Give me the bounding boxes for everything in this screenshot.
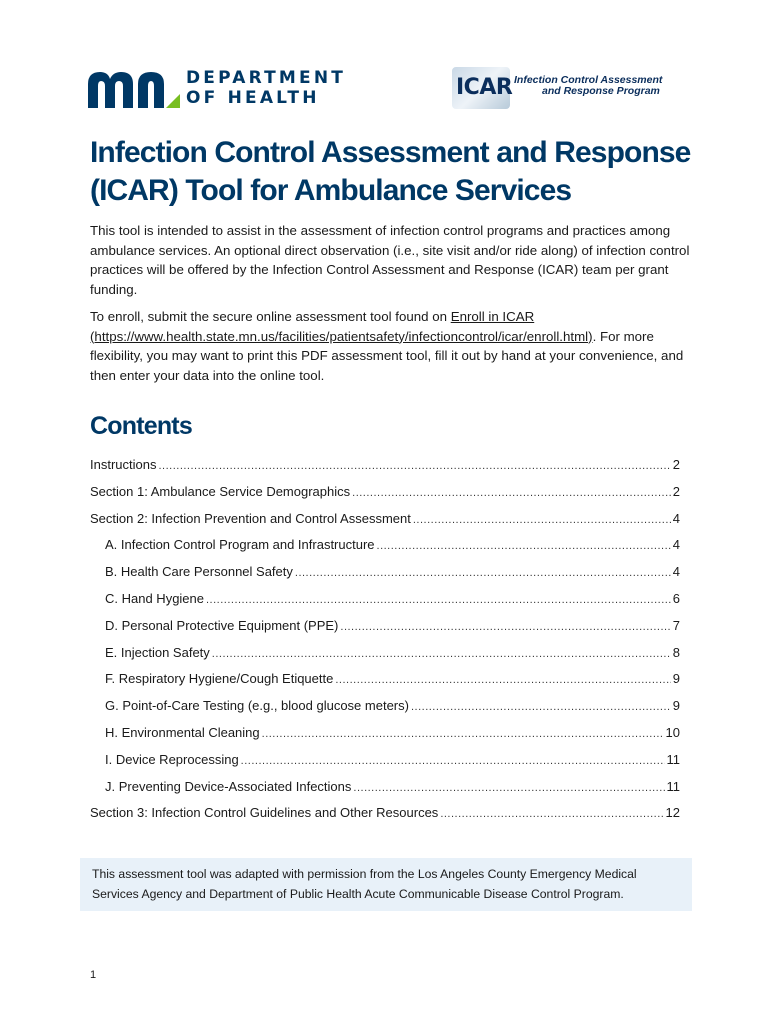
toc-entry-2g[interactable]: G. Point-of-Care Testing (e.g., blood glucose meters) ..... 9 (90, 698, 680, 725)
mn-logo-icon (88, 70, 180, 108)
page-number: 1 (90, 969, 97, 981)
icar-tagline (514, 75, 664, 97)
icar-badge (452, 67, 513, 109)
document-title (90, 134, 710, 210)
toc-entry-instructions[interactable]: Instructions ..... 2 (90, 457, 680, 484)
table-of-contents (90, 457, 680, 832)
contents-heading: Contents (90, 412, 192, 440)
enroll-url-link[interactable]: (https://www.health.state.mn.us/facilities/patientsafety/infectioncontrol/icar/enroll.html) (90, 328, 593, 344)
intro-paragraph: This tool is intended to assist in the assessment of infection control programs and practices among ambulance services. An optional direct observation (i.e., site visit and/or ride along) of infection control practices will be offered by the Infection Control Assessment and Response (ICAR) team per grant funding. (90, 223, 690, 297)
toc-entry-2e[interactable]: E. Injection Safety ..... 8 (90, 645, 680, 672)
mn-department-of-health-logo (88, 68, 347, 110)
icar-tagline-line1: Infection Control Assessment (514, 74, 663, 86)
toc-entry-2d[interactable]: D. Personal Protective Equipment (PPE) ..... 7 (90, 618, 680, 645)
icar-badge-text: ICAR (456, 75, 513, 100)
mn-logo-line2: OF HEALTH (186, 88, 320, 108)
mn-logo-wordmark (186, 68, 346, 108)
toc-entry-2h[interactable]: H. Environmental Cleaning ..... 10 (90, 725, 680, 752)
toc-entry-2b[interactable]: B. Health Care Personnel Safety ..... 4 (90, 564, 680, 591)
enroll-in-icar-link[interactable]: Enroll in ICAR (450, 309, 535, 324)
title-line2: (ICAR) Tool for Ambulance Services (90, 174, 572, 207)
acknowledgement-note (80, 858, 692, 911)
toc-entry-section-2[interactable]: Section 2: Infection Prevention and Control Assessment ..... 4 (90, 511, 680, 538)
toc-entry-2j[interactable]: J. Preventing Device-Associated Infections ..... 11 (90, 779, 680, 806)
toc-entry-2a[interactable]: A. Infection Control Program and Infrastructure ..... 4 (90, 537, 680, 564)
title-line1: Infection Control Assessment and Response (90, 136, 691, 169)
toc-entry-2f[interactable]: F. Respiratory Hygiene/Cough Etiquette ..... 9 (90, 671, 680, 698)
mn-logo-line1: DEPARTMENT (186, 68, 347, 88)
icar-tagline-line2: and Response Program (542, 85, 660, 97)
enroll-paragraph (90, 307, 690, 385)
toc-entry-section-1[interactable]: Section 1: Ambulance Service Demographics ..... 2 (90, 484, 680, 511)
toc-entry-section-3[interactable]: Section 3: Infection Control Guidelines and Other Resources ..... 12 (90, 805, 680, 832)
enroll-text-before: To enroll, submit the secure online assessment tool found on (90, 309, 451, 324)
enroll-text-after: . For more flexibility, you may want to print this PDF assessment tool, fill it out by hand at your convenience, and then enter your data into the online tool. (90, 328, 684, 383)
toc-entry-2i[interactable]: I. Device Reprocessing ..... 11 (90, 752, 680, 779)
acknowledgement-text: This assessment tool was adapted with permission from the Los Angeles County Emergency Medical Services Agency and Department of Public Health Acute Communicable Disease Control Program. (92, 867, 637, 901)
icar-program-logo (452, 67, 662, 111)
toc-entry-2c[interactable]: C. Hand Hygiene ..... 6 (90, 591, 680, 618)
